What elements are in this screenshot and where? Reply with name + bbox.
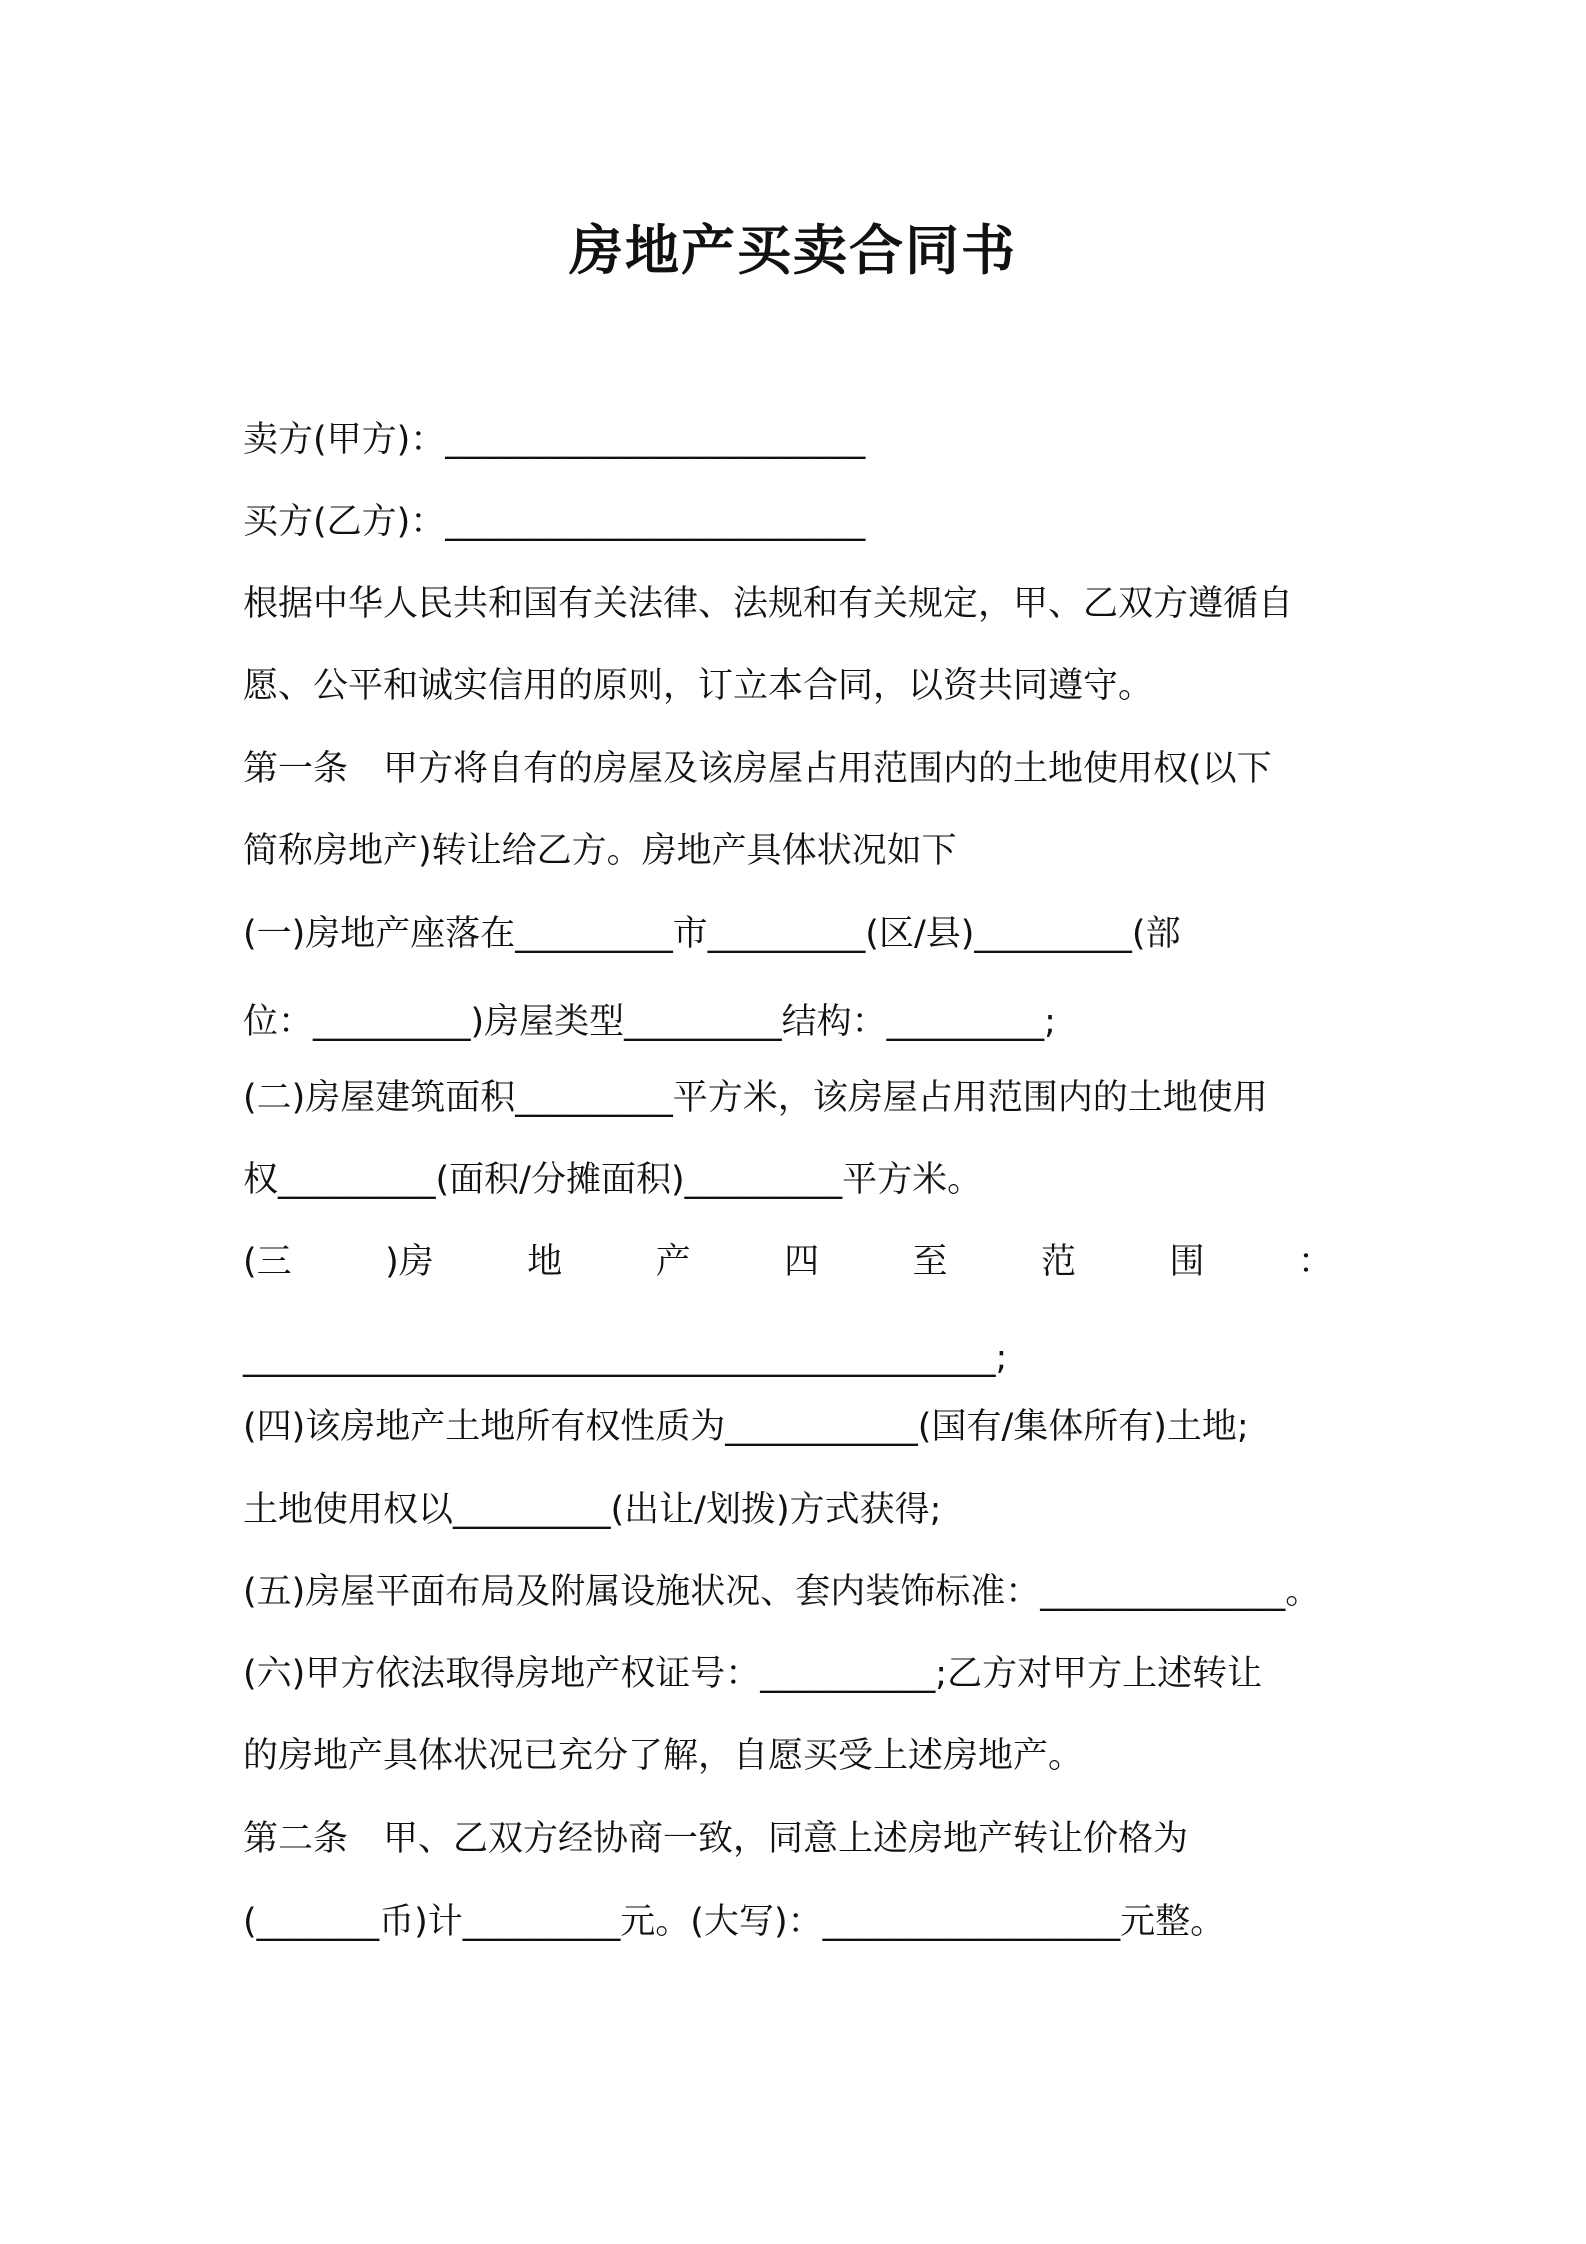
spread-char: )房	[385, 1242, 434, 1282]
document-title: 房地产买卖合同书	[569, 219, 1017, 282]
item-6-line-1: (六)甲方依法取得房地产权证号：__________;乙方对甲方上述转让	[243, 1654, 1263, 1694]
spread-char: 至	[912, 1242, 948, 1282]
item-3-line-2: ___________________________________________;	[243, 1338, 1008, 1378]
spread-char: ：	[1297, 1242, 1333, 1282]
item-4-line-1: (四)该房地产土地所有权性质为___________(国有/集体所有)土地;	[243, 1407, 1249, 1447]
item-2-line-1: (二)房屋建筑面积_________平方米，该房屋占用范围内的土地使用	[243, 1078, 1268, 1118]
item-1-line-2: 位：_________)房屋类型_________结构：_________;	[243, 1002, 1056, 1042]
spread-char: (三	[243, 1242, 292, 1282]
buyer-line: 买方(乙方)：________________________	[243, 502, 866, 542]
spread-char: 四	[784, 1242, 820, 1282]
preamble-line-1: 根据中华人民共和国有关法律、法规和有关规定，甲、乙双方遵循自	[243, 584, 1294, 624]
spread-char: 范	[1041, 1242, 1077, 1282]
item-3-line-1	[243, 1240, 1333, 1284]
article-1-line-1: 第一条 甲方将自有的房屋及该房屋占用范围内的土地使用权(以下	[243, 749, 1272, 789]
spread-char: 地	[527, 1242, 563, 1282]
item-4-line-2: 土地使用权以_________(出让/划拨)方式获得;	[243, 1490, 942, 1530]
item-2-line-2: 权_________(面积/分摊面积)_________平方米。	[243, 1160, 983, 1200]
item-6-line-2: 的房地产具体状况已充分了解，自愿买受上述房地产。	[243, 1736, 1084, 1776]
item-5-line: (五)房屋平面布局及附属设施状况、套内装饰标准：______________。	[243, 1572, 1321, 1612]
spread-char: 围	[1169, 1242, 1205, 1282]
spread-char: 产	[655, 1242, 691, 1282]
preamble-line-2: 愿、公平和诚实信用的原则，订立本合同，以资共同遵守。	[243, 666, 1154, 706]
article-2-line-2: (_______币)计_________元。(大写)：_________________元整。	[243, 1902, 1226, 1942]
item-1-line-1: (一)房地产座落在_________市_________(区/县)_________(部	[243, 914, 1181, 954]
article-2-line-1: 第二条 甲、乙双方经协商一致，同意上述房地产转让价格为	[243, 1819, 1189, 1859]
seller-line: 卖方(甲方)：________________________	[243, 420, 866, 460]
article-1-line-2: 简称房地产)转让给乙方。房地产具体状况如下	[243, 831, 957, 871]
